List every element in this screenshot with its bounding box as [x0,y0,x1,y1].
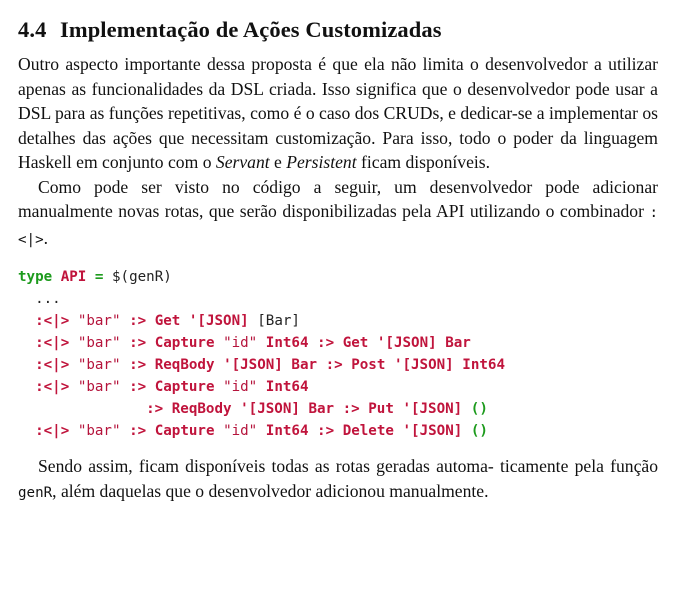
code-json: '[JSON] [376,335,437,351]
code-type-keyword: type [18,269,53,285]
paragraph-1 [18,52,658,175]
code-json: '[JSON] [188,313,249,329]
code-json: '[JSON] [393,357,454,373]
code-line-4 [18,332,658,354]
para1-line-1: Outro aspecto importante dessa proposta é que ela não limita o [18,54,479,74]
code-id-string: "id" [223,379,258,395]
code-route-string: "bar" [77,357,121,373]
code-json: '[JSON] [240,401,300,417]
code-route-string: "bar" [77,379,121,395]
code-route-string: "bar" [77,423,121,439]
code-arrow: :> [129,357,147,373]
code-capture: Capture [154,335,215,351]
para1-line-2: desenvolvedor a utilizar apenas as funcionalidades da DSL criada. [18,54,659,99]
code-int64: Int64 [462,357,505,373]
code-reqbody: ReqBody [171,401,232,417]
code-arrow: :> [129,313,147,329]
code-arrow: :> [129,423,147,439]
code-arrow: :> [325,357,343,373]
paragraph-3 [18,454,658,505]
code-arrow: :> [129,379,147,395]
code-reqbody: ReqBody [154,357,215,373]
para2-line-2: adicionar manualmente novas rotas, que serão disponibilizadas pela [18,176,658,221]
code-ellipsis: ... [35,291,61,307]
code-delete: Delete [342,423,394,439]
para3-line-3: adicionou manualmente. [315,480,489,501]
code-block [18,266,658,442]
para2-line-3-post: . [43,227,49,248]
code-bar: Bar [291,357,318,373]
para2-line-1: Como pode ser visto no código a seguir, um desenvolvedor pode [38,176,580,197]
code-json: '[JSON] [402,423,463,439]
code-unit: () [470,423,488,439]
code-combinator: :<|> [35,357,70,373]
combinator-inline-code: :<|> [18,205,658,248]
code-json: '[JSON] [402,401,463,417]
code-line-1 [18,266,658,288]
para1-line-7: ficam disponíveis. [361,152,491,172]
code-route-string: "bar" [77,313,121,329]
code-arrow: :> [317,335,335,351]
para1-line-3: Isso significa que o desenvolvedor pode usar a DSL para as funções [18,78,658,123]
code-int64: Int64 [265,379,309,395]
code-line-7 [18,398,658,420]
code-genr-splice: $(genR) [111,269,172,285]
code-line-2 [18,288,658,310]
code-put: Put [368,401,394,417]
code-post: Post [351,357,386,373]
paragraph-2 [18,175,658,253]
code-combinator: :<|> [35,335,70,351]
code-combinator: :<|> [35,379,70,395]
genr-inline-code: genR [18,484,53,501]
code-arrow: :> [342,401,360,417]
para1-line-6-pre: poder da linguagem Haskell em conjunto com o [18,127,658,172]
code-combinator: :<|> [35,423,70,439]
para1-line-5: detalhes das ações que necessitam customização. Para isso, todo o [18,127,507,148]
code-arrow: :> [129,335,147,351]
code-api-name: API [60,269,87,285]
para1-line-4: repetitivas, como é o caso dos CRUDs, e dedicar-se a implementar os [167,103,658,123]
code-bar: Bar [308,401,335,417]
code-bar-list: [Bar] [257,313,300,329]
code-capture: Capture [154,379,215,395]
code-line-6 [18,376,658,398]
code-arrow: :> [317,423,335,439]
code-json: '[JSON] [223,357,283,373]
code-int64: Int64 [265,423,309,439]
code-equals: = [94,269,104,285]
code-line-8 [18,420,658,442]
section-title: Implementação de Ações Customizadas [60,17,442,42]
code-int64: Int64 [265,335,309,351]
persistent-term: Persistent [286,152,357,172]
code-route-string: "bar" [77,335,121,351]
code-arrow: :> [146,401,164,417]
code-unit: () [470,401,488,417]
para1-line-6-mid: e [269,152,287,172]
code-line-5 [18,354,658,376]
page-content [18,14,658,505]
code-get: Get [154,313,181,329]
code-bar: Bar [445,335,471,351]
section-number: 4.4 [18,17,47,42]
code-id-string: "id" [223,335,258,351]
para3-line-1: Sendo assim, ficam disponíveis todas as rotas geradas automa- [38,456,494,476]
code-capture: Capture [154,423,215,439]
servant-term: Servant [215,152,270,172]
code-id-string: "id" [223,423,258,439]
para3-line-2-post: , além daquelas que o desenvolvedor [52,480,312,501]
section-heading [18,14,658,46]
code-combinator: :<|> [35,313,70,329]
code-get: Get [342,335,369,351]
para3-line-2-pre: ticamente pela função [500,456,658,476]
para2-line-3-pre: API utilizando o combinador [435,201,650,221]
code-line-3 [18,310,658,332]
